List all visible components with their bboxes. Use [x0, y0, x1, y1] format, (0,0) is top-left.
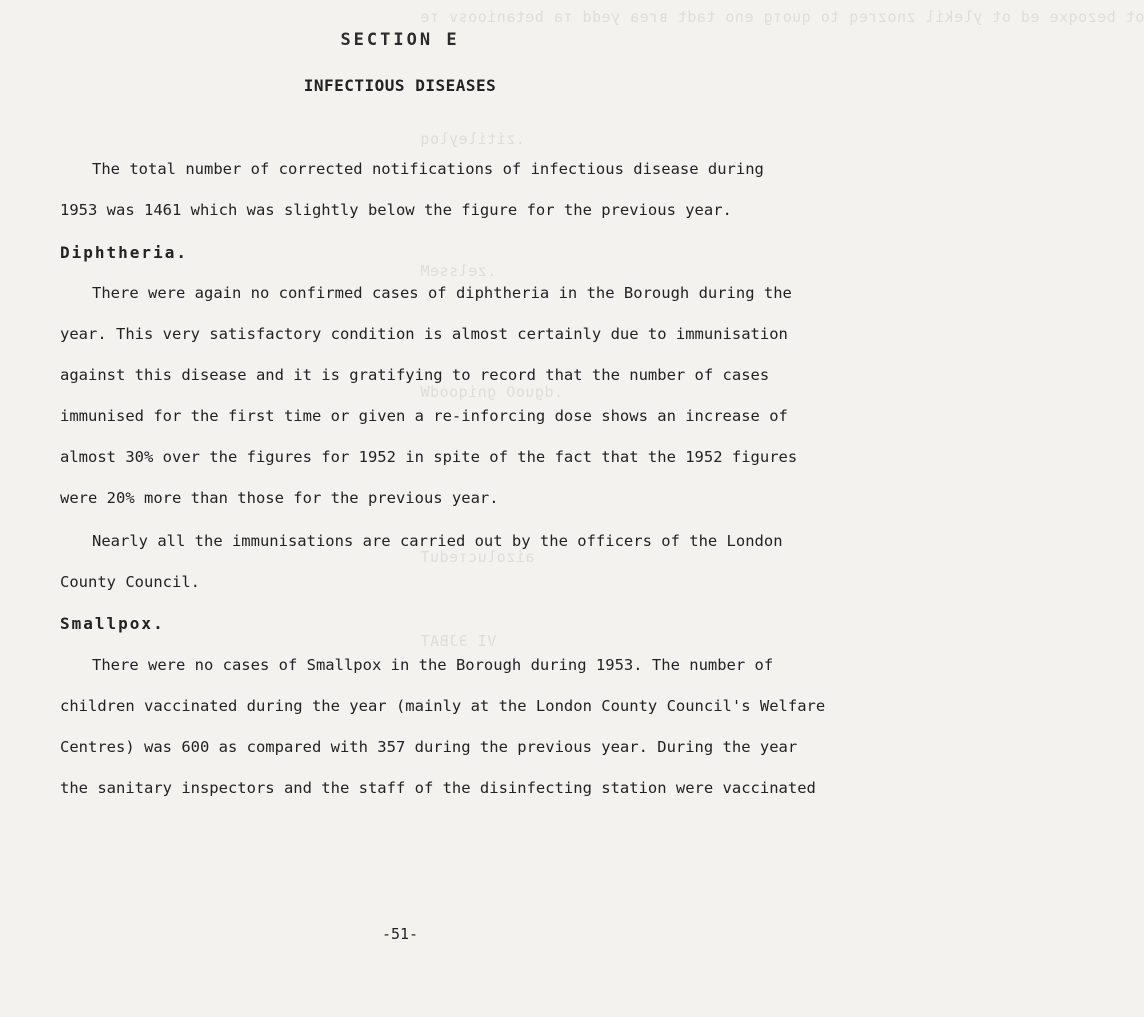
diphtheria-paragraph-line: There were again no confirmed cases of diphtheria in the Borough during the	[92, 284, 792, 302]
bleed-through-decoration: .dguoO gniqoodW	[420, 383, 563, 401]
diphtheria-paragraph-line: were 20% more than those for the previous year.	[60, 489, 499, 507]
intro-line: The total number of corrected notifications of infectious disease during	[92, 160, 764, 178]
diphtheria-paragraph-line: almost 30% over the figures for 1952 in spite of the fact that the 1952 figures	[60, 448, 798, 466]
bleed-through-decoration: aizolucтedu​T	[420, 548, 535, 566]
smallpox-heading: Smallpox.	[60, 614, 165, 633]
bleed-through-decoration: .zitileyloq	[420, 130, 525, 148]
smallpox-paragraph-line: the sanitary inspectors and the staff of the disinfecting station were vaccinated	[60, 779, 816, 797]
section-title: SECTION E	[340, 30, 460, 50]
bleed-through-decoration: .zelsseM	[420, 262, 497, 280]
page-number: -51-	[381, 925, 419, 943]
diphtheria-paragraph-line: year. This very satisfactory condition is almost certainly due to immunisation	[60, 325, 788, 343]
diphtheria-paragraph-line: immunised for the first time or given a re-inforcing dose shows an increase of	[60, 407, 788, 425]
smallpox-paragraph-line: Centres) was 600 as compared with 357 during the previous year. During the year	[60, 738, 798, 756]
bleed-through-decoration: VI ЭJBAT	[420, 632, 497, 650]
diphtheria-paragraph-line: against this disease and it is gratifying to record that the number of cases	[60, 366, 770, 384]
bleed-through-decoration: ot bezoqxe ed ot ylekil znozreq to quoтg eno tadt вrea yedd тa betanioosv тe	[420, 8, 1144, 26]
diphtheria-paragraph-line: Nearly all the immunisations are carried out by the officers of the London	[92, 532, 783, 550]
smallpox-paragraph-line: There were no cases of Smallpox in the Borough during 1953. The number of	[92, 656, 774, 674]
intro-line: 1953 was 1461 which was slightly below the figure for the previous year.	[60, 201, 732, 219]
diphtheria-heading: Diphtheria.	[60, 243, 188, 262]
page-title: INFECTIOUS DISEASES	[303, 76, 497, 95]
diphtheria-paragraph-line: County Council.	[60, 573, 200, 591]
smallpox-paragraph-line: children vaccinated during the year (mainly at the London County Council's Welfare	[60, 697, 826, 715]
